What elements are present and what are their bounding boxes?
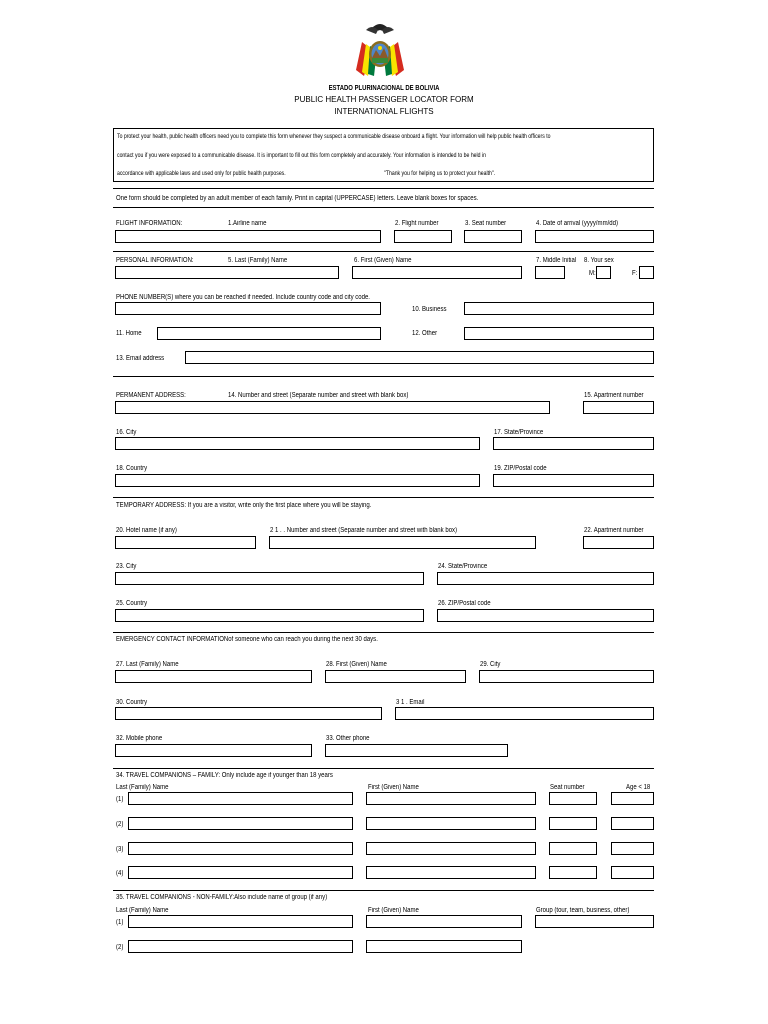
family-seat-number-header: Seat number <box>550 784 585 791</box>
permanent-apartment-field[interactable] <box>583 401 654 414</box>
family-2-seat-field[interactable] <box>549 817 597 830</box>
family-2-first-name-field[interactable] <box>366 817 536 830</box>
nonfamily-1-last-name-field[interactable] <box>128 915 353 928</box>
email-address-field[interactable] <box>185 351 654 364</box>
notice-line-1: To protect your health, public health officers need you to complete this form whenever they suspect a communicable disease onboard a flight. Your information will help public health officers to <box>117 133 551 140</box>
divider <box>113 497 654 498</box>
family-row-number: (1) <box>116 796 124 803</box>
divider <box>113 207 654 208</box>
family-3-age-field[interactable] <box>611 842 654 855</box>
city-label: 16. City <box>116 429 137 436</box>
companions-nonfamily-title: 35. TRAVEL COMPANIONS - NON-FAMILY: <box>116 894 235 901</box>
notice-line-3: accordance with applicable laws and used only for public health purposes. <box>117 170 286 177</box>
permanent-country-field[interactable] <box>115 474 480 487</box>
family-2-age-field[interactable] <box>611 817 654 830</box>
companions-family-note: Only include age if younger than 18 years <box>221 772 333 779</box>
flight-section-label: FLIGHT INFORMATION: <box>116 220 183 227</box>
emergency-country-label: 30. Country <box>116 699 148 706</box>
emergency-email-field[interactable] <box>395 707 654 720</box>
temporary-address-note: If you are a visitor, write only the first place where you will be staying. <box>187 502 372 509</box>
emergency-email-label: 3 1 . Email <box>396 699 425 706</box>
permanent-state-field[interactable] <box>493 437 654 450</box>
family-4-age-field[interactable] <box>611 866 654 879</box>
family-last-name-header: Last (Family) Name <box>116 784 169 791</box>
zip-label: 19. ZIP/Postal code <box>494 465 547 472</box>
last-name-field[interactable] <box>115 266 339 279</box>
family-4-last-name-field[interactable] <box>128 866 353 879</box>
companions-family-title: 34. TRAVEL COMPANIONS – FAMILY: <box>116 772 221 779</box>
family-row-number: (2) <box>116 821 124 828</box>
apartment-label: 15. Apartment number <box>584 392 644 399</box>
email-address-label: 13. Email address <box>116 355 165 362</box>
family-row-number: (3) <box>116 846 124 853</box>
flight-number-label: 2. Flight number <box>395 220 439 227</box>
first-name-field[interactable] <box>352 266 522 279</box>
emergency-section-label <box>116 635 378 644</box>
nonfamily-1-group-field[interactable] <box>535 915 654 928</box>
business-phone-label: 10. Business <box>412 306 447 313</box>
home-phone-field[interactable] <box>157 327 381 340</box>
family-row-number: (4) <box>116 870 124 877</box>
nonfamily-2-last-name-field[interactable] <box>128 940 353 953</box>
family-1-first-name-field[interactable] <box>366 792 536 805</box>
temp-state-label: 24. State/Province <box>438 563 488 570</box>
sex-female-label: F: <box>632 270 638 277</box>
emergency-note: of someone who can reach you during the next 30 days. <box>228 636 378 643</box>
family-1-seat-field[interactable] <box>549 792 597 805</box>
business-phone-field[interactable] <box>464 302 654 315</box>
notice-line-2: contact you if you were exposed to a communicable disease. It is important to fill out this form completely and accurately. Your information is intended to be held in <box>117 152 486 159</box>
temp-city-field[interactable] <box>115 572 424 585</box>
permanent-city-field[interactable] <box>115 437 480 450</box>
nonfamily-2-first-name-field[interactable] <box>366 940 522 953</box>
family-3-seat-field[interactable] <box>549 842 597 855</box>
divider <box>113 251 654 252</box>
emergency-city-field[interactable] <box>479 670 654 683</box>
country-label: 18. Country <box>116 465 148 472</box>
divider <box>113 376 654 377</box>
emergency-last-name-label: 27. Last (Family) Name <box>116 661 179 668</box>
last-name-label: 5. Last (Family) Name <box>228 257 288 264</box>
seat-number-field[interactable] <box>464 230 522 243</box>
temp-street-label: 2 1 . . Number and street (Separate number and street with blank box) <box>270 527 458 534</box>
temp-apartment-field[interactable] <box>583 536 654 549</box>
permanent-street-field[interactable] <box>115 401 550 414</box>
middle-initial-label: 7. Middle Initial <box>536 257 577 264</box>
sex-male-checkbox[interactable] <box>596 266 611 279</box>
family-age-header: Age < 18 <box>626 784 651 791</box>
emergency-mobile-field[interactable] <box>115 744 312 757</box>
permanent-zip-field[interactable] <box>493 474 654 487</box>
nonfamily-group-header: Group (tour, team, business, other) <box>536 907 630 914</box>
hotel-name-field[interactable] <box>115 536 256 549</box>
bolivia-coat-of-arms-emblem <box>352 20 408 80</box>
temp-street-field[interactable] <box>269 536 536 549</box>
emergency-other-phone-label: 33. Other phone <box>326 735 370 742</box>
personal-section-label: PERSONAL INFORMATION: <box>116 257 194 264</box>
divider <box>113 632 654 633</box>
temp-state-field[interactable] <box>437 572 654 585</box>
temp-zip-label: 26. ZIP/Postal code <box>438 600 491 607</box>
privacy-notice-box <box>113 128 654 182</box>
emergency-mobile-label: 32. Mobile phone <box>116 735 163 742</box>
family-1-age-field[interactable] <box>611 792 654 805</box>
arrival-date-field[interactable] <box>535 230 654 243</box>
header-form-subtitle: INTERNATIONAL FLIGHTS <box>334 107 434 116</box>
temp-city-label: 23. City <box>116 563 137 570</box>
other-phone-label: 12. Other <box>412 330 438 337</box>
mobile-phone-field[interactable] <box>115 302 381 315</box>
emergency-country-field[interactable] <box>115 707 382 720</box>
middle-initial-field[interactable] <box>535 266 565 279</box>
emergency-city-label: 29. City <box>480 661 501 668</box>
emergency-last-name-field[interactable] <box>115 670 312 683</box>
companions-nonfamily-section-label <box>116 893 327 902</box>
family-3-last-name-field[interactable] <box>128 842 353 855</box>
nonfamily-1-first-name-field[interactable] <box>366 915 522 928</box>
airline-name-label: 1.Airline name <box>228 220 267 227</box>
emergency-title: EMERGENCY CONTACT INFORMATION <box>116 636 229 643</box>
nonfamily-last-name-header: Last (Family) Name <box>116 907 169 914</box>
companions-nonfamily-note: Also include name of group (if any) <box>234 894 328 901</box>
seat-number-label: 3. Seat number <box>465 220 507 227</box>
other-phone-field[interactable] <box>464 327 654 340</box>
airline-name-field[interactable] <box>115 230 381 243</box>
family-first-name-header: First (Given) Name <box>368 784 419 791</box>
nonfamily-first-name-header: First (Given) Name <box>368 907 419 914</box>
temp-country-label: 25. Country <box>116 600 148 607</box>
emergency-other-phone-field[interactable] <box>325 744 508 757</box>
emergency-first-name-field[interactable] <box>325 670 466 683</box>
phone-section-label: PHONE NUMBER(S) where you can be reached if needed. Include country code and city code. <box>116 294 370 301</box>
divider <box>113 768 654 769</box>
family-4-first-name-field[interactable] <box>366 866 536 879</box>
temporary-address-section-label <box>116 501 371 510</box>
first-name-label: 6. First (Given) Name <box>354 257 412 264</box>
notice-thank-you: "Thank you for helping us to protect your health". <box>384 170 496 177</box>
emergency-first-name-label: 28. First (Given) Name <box>326 661 387 668</box>
arrival-date-label: 4. Date of arrival (yyyy/mm/dd) <box>536 220 618 227</box>
state-label: 17. State/Province <box>494 429 544 436</box>
companions-family-section-label <box>116 771 333 780</box>
family-3-first-name-field[interactable] <box>366 842 536 855</box>
temp-zip-field[interactable] <box>437 609 654 622</box>
header-form-title: PUBLIC HEALTH PASSENGER LOCATOR FORM <box>294 95 474 104</box>
home-phone-label: 11. Home <box>116 330 142 337</box>
divider <box>113 890 654 891</box>
divider <box>113 188 654 189</box>
temp-country-field[interactable] <box>115 609 424 622</box>
sex-label: 8. Your sex <box>584 257 614 264</box>
family-1-last-name-field[interactable] <box>128 792 353 805</box>
street-label: 14. Number and street (Separate number and street with blank box) <box>228 392 409 399</box>
hotel-name-label: 20. Hotel name (if any) <box>116 527 177 534</box>
form-instructions: One form should be completed by an adult member of each family. Print in capital (UPPERCASE) letters. Leave blank boxes for spaces. <box>116 195 479 202</box>
temp-apartment-label: 22. Apartment number <box>584 527 644 534</box>
sex-male-label: M: <box>589 270 596 277</box>
header-state-name: ESTADO PLURINACIONAL DE BOLIVIA <box>328 85 440 92</box>
flight-number-field[interactable] <box>394 230 452 243</box>
nonfamily-row-number: (2) <box>116 944 124 951</box>
family-4-seat-field[interactable] <box>549 866 597 879</box>
sex-female-checkbox[interactable] <box>639 266 654 279</box>
permanent-address-section-label: PERMANENT ADDRESS: <box>116 392 186 399</box>
temporary-address-title: TEMPORARY ADDRESS: <box>116 502 187 509</box>
family-2-last-name-field[interactable] <box>128 817 353 830</box>
nonfamily-row-number: (1) <box>116 919 124 926</box>
